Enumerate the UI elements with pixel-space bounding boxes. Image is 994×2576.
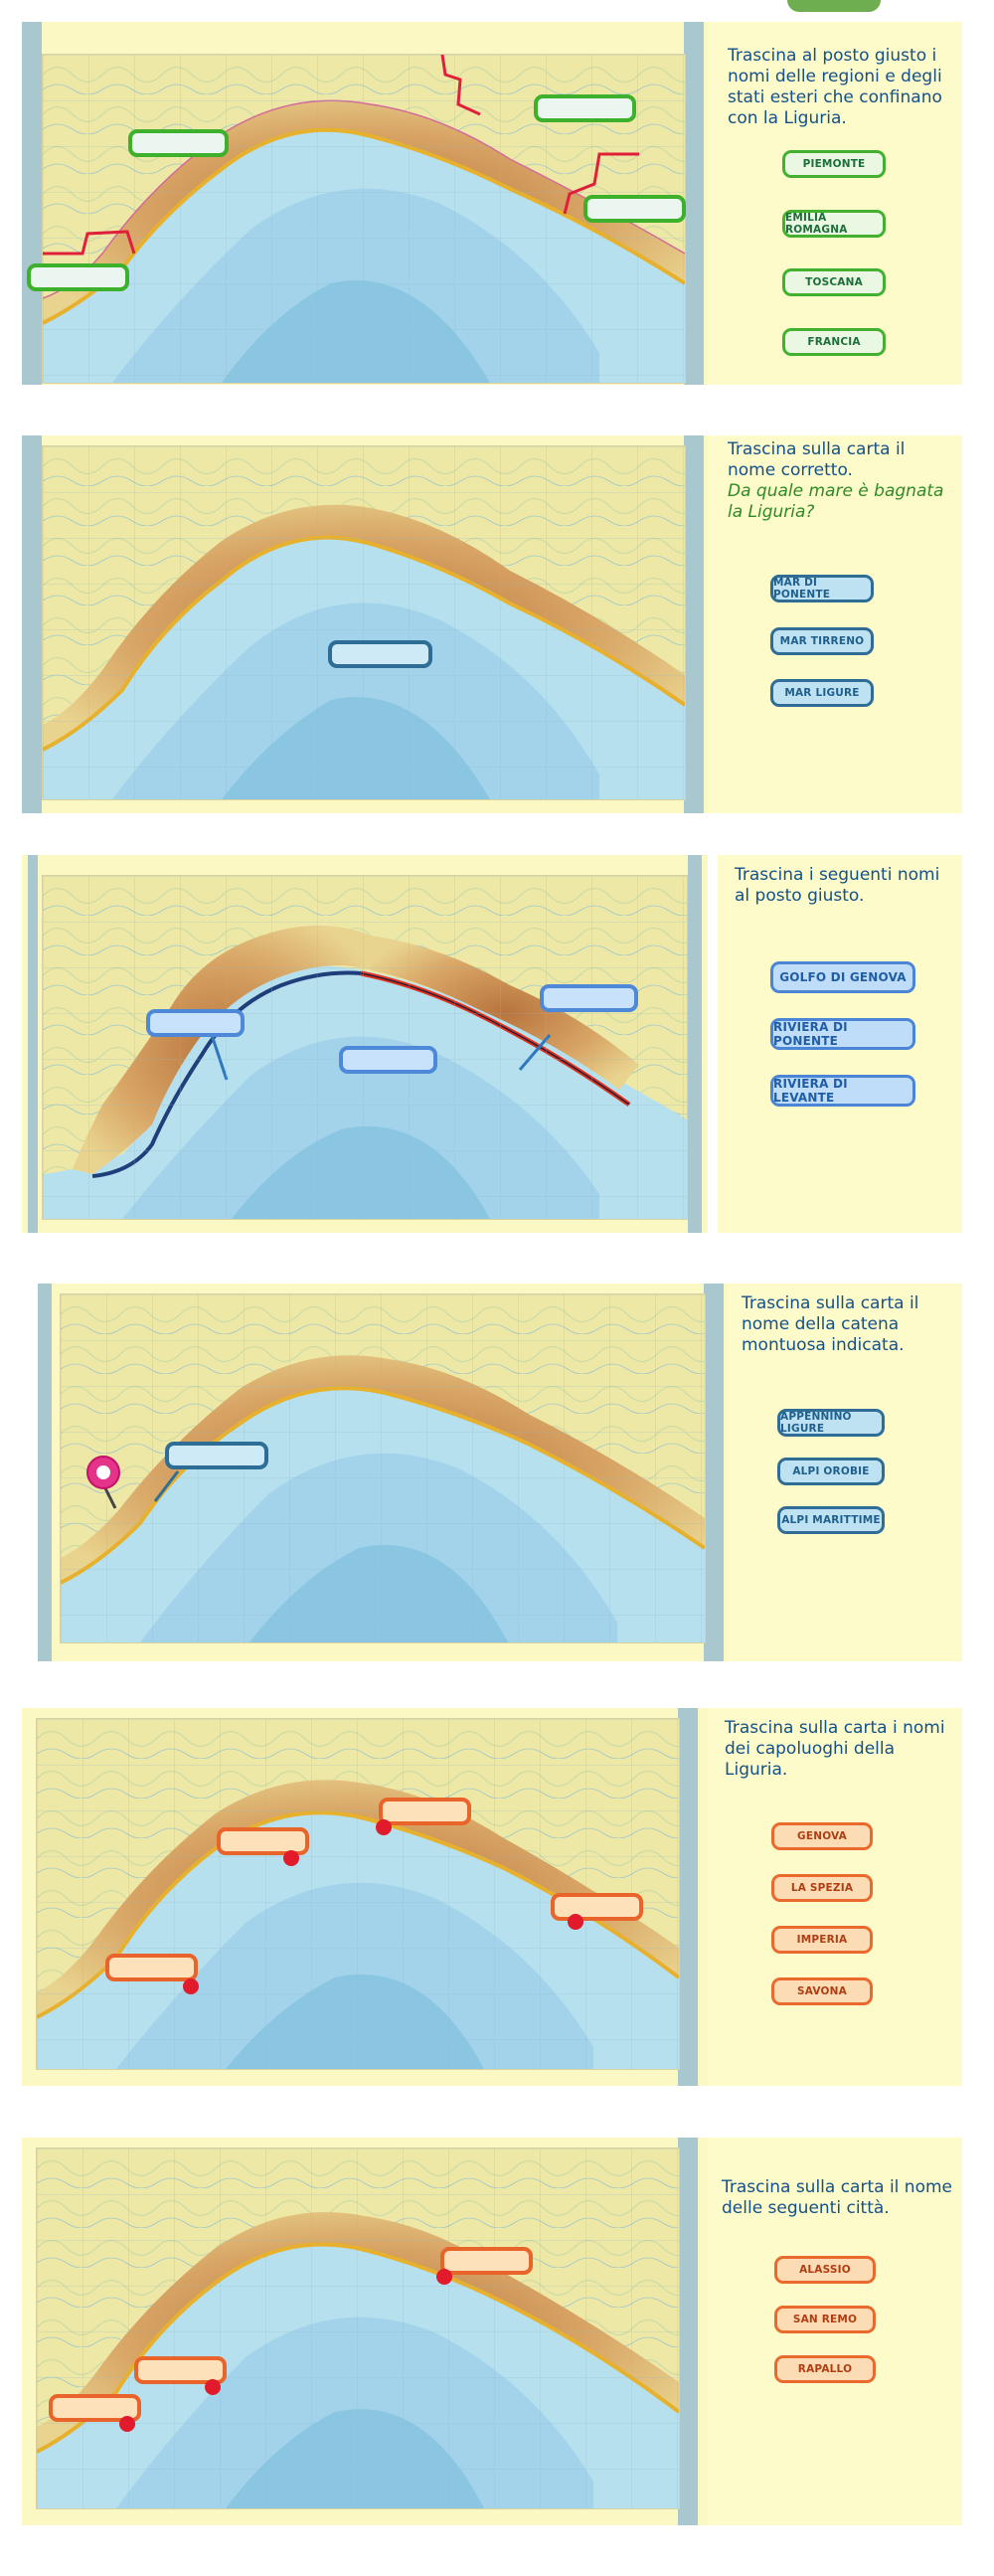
drop-slot[interactable] [128, 129, 229, 157]
instruction-text: Trascina i seguenti nomi al posto giusto. [735, 865, 940, 906]
option-toscana-button[interactable]: TOSCANA [782, 268, 886, 296]
option-riviera-di-ponente-button[interactable]: RIVIERA DI PONENTE [770, 1018, 915, 1050]
option-piemonte-button[interactable]: PIEMONTE [782, 150, 886, 178]
frame-bar-left [38, 1284, 52, 1661]
frame-bar-right [678, 2138, 698, 2525]
option-savona-button[interactable]: SAVONA [771, 1977, 873, 2005]
exercise-panel-5 [22, 1708, 962, 2086]
drop-slot[interactable] [339, 1046, 437, 1074]
map-frame [22, 2138, 708, 2525]
instruction-sidebar [708, 1708, 962, 2086]
map-frame [38, 1284, 728, 1661]
instruction-text: Trascina sulla carta il nome della catena montuosa indicata. [742, 1293, 919, 1355]
drop-slot[interactable] [328, 640, 432, 668]
city-marker-icon [205, 2379, 221, 2395]
instruction-sidebar [708, 22, 962, 385]
exercise-panel-2 [22, 435, 962, 813]
instruction-text [728, 439, 956, 523]
option-imperia-button[interactable]: IMPERIA [771, 1926, 873, 1954]
city-marker-icon [376, 1819, 392, 1835]
instruction-sidebar [718, 855, 962, 1233]
exercise-panel-4 [22, 1284, 962, 1661]
instruction-text: Trascina al posto giusto i nomi delle regioni e degli stati esteri che confinano con la Liguria. [728, 46, 942, 128]
exercise-panel-6 [22, 2138, 962, 2525]
map-frame [22, 435, 708, 813]
option-alassio-button[interactable]: ALASSIO [774, 2256, 876, 2284]
option-golfo-di-genova-button[interactable]: GOLFO DI GENOVA [770, 961, 915, 993]
city-marker-icon [283, 1850, 299, 1866]
option-rapallo-button[interactable]: RAPALLO [774, 2355, 876, 2383]
liguria-map [42, 445, 686, 800]
liguria-map [36, 2147, 680, 2509]
exercise-panel-3 [22, 855, 962, 1233]
city-marker-icon [436, 2269, 452, 2285]
instruction-sidebar [708, 435, 962, 813]
badge-decoration [787, 0, 881, 12]
option-san-remo-button[interactable]: SAN REMO [774, 2306, 876, 2333]
liguria-map [60, 1293, 706, 1643]
frame-bar-right [704, 1284, 724, 1661]
drop-slot[interactable] [551, 1893, 643, 1921]
instruction-question: Da quale mare è bagnata la Liguria? [728, 481, 944, 522]
map-graphic [37, 2148, 679, 2508]
drop-slot[interactable] [583, 195, 686, 223]
drop-slot[interactable] [27, 263, 129, 291]
city-marker-icon [183, 1978, 199, 1994]
drop-slot[interactable] [146, 1009, 245, 1037]
drop-slot[interactable] [440, 2247, 533, 2275]
city-marker-icon [568, 1914, 583, 1930]
instruction-text: Trascina sulla carta il nome delle seguenti città. [722, 2177, 952, 2218]
option-mar-tirreno-button[interactable]: MAR TIRRENO [770, 627, 874, 655]
drop-slot[interactable] [105, 1954, 198, 1981]
frame-bar-right [688, 855, 702, 1233]
map-graphic [43, 446, 685, 799]
frame-bar-right [684, 22, 704, 385]
instruction-sidebar [708, 2138, 962, 2525]
drop-slot[interactable] [379, 1798, 471, 1825]
option-alpi-marittime-button[interactable]: ALPI MARITTIME [777, 1506, 885, 1534]
city-marker-icon [119, 2416, 135, 2432]
map-pin-icon [85, 1455, 121, 1510]
option-alpi-orobie-button[interactable]: ALPI OROBIE [777, 1458, 885, 1485]
option-emilia-romagna-button[interactable]: EMILIA ROMAGNA [782, 210, 886, 238]
frame-bar-left [22, 22, 42, 385]
instruction-main: Trascina sulla carta il nome corretto. [728, 439, 906, 480]
option-riviera-di-levante-button[interactable]: RIVIERA DI LEVANTE [770, 1075, 915, 1107]
drop-slot[interactable] [534, 94, 636, 122]
drop-slot[interactable] [165, 1442, 268, 1469]
frame-bar-right [684, 435, 704, 813]
instruction-sidebar [728, 1284, 962, 1661]
option-mar-di-ponente-button[interactable]: MAR DI PONENTE [770, 575, 874, 602]
option-appennino-ligure-button[interactable]: APPENNINO LIGURE [777, 1409, 885, 1437]
map-frame [22, 22, 708, 385]
option-la-spezia-button[interactable]: LA SPEZIA [771, 1874, 873, 1902]
map-graphic [61, 1294, 705, 1642]
drop-slot[interactable] [540, 984, 638, 1012]
frame-bar-right [678, 1708, 698, 2086]
frame-bar-left [22, 435, 42, 813]
map-frame [22, 855, 708, 1233]
instruction-text: Trascina sulla carta i nomi dei capoluoghi della Liguria. [725, 1718, 945, 1780]
exercise-panel-1 [22, 22, 962, 385]
option-francia-button[interactable]: FRANCIA [782, 328, 886, 356]
frame-bar-left [28, 855, 38, 1233]
option-mar-ligure-button[interactable]: MAR LIGURE [770, 679, 874, 707]
option-genova-button[interactable]: GENOVA [771, 1822, 873, 1850]
map-frame [22, 1708, 708, 2086]
